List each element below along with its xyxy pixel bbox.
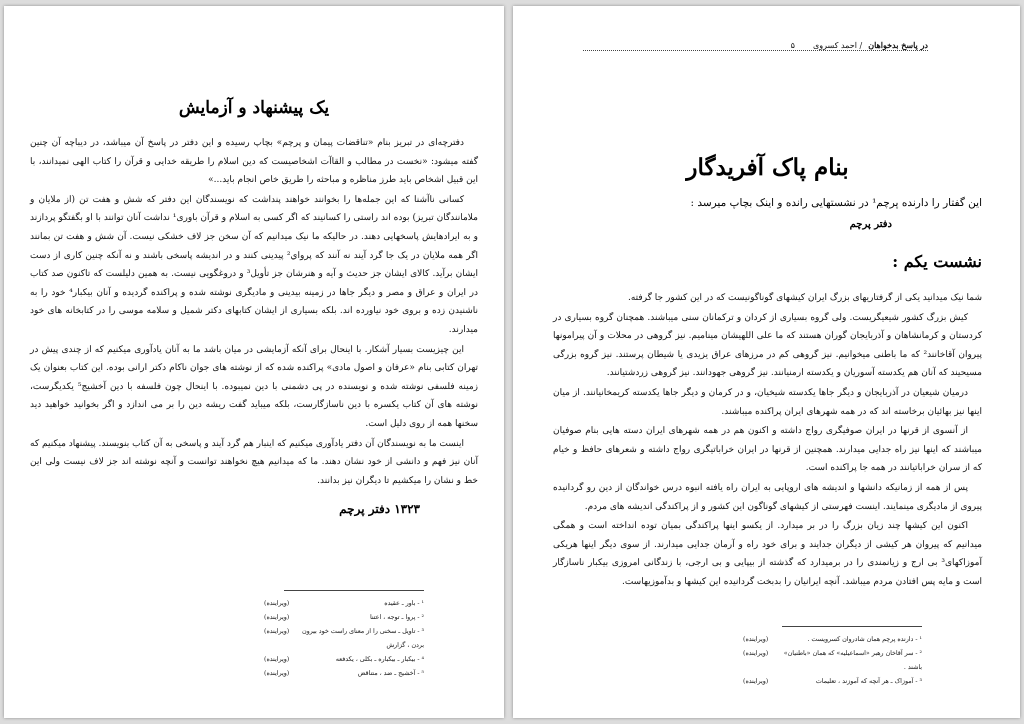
footnote-text: ³ - تاویل ـ سخنی را از معنای راست خود بیرون بردن ، گزارش [302, 628, 424, 649]
footnote [264, 625, 424, 653]
paragraph: اکنون این کیشها چند زیان بزرگ را در بر میدارد. از یکسو اینها پراکندگی بمیان توده انداخته است و همگی میدانیم که پیروان هر کیشی از دیگران جدایند و برای خود راه و آرمان جدایی میدارند. از سوی دیگر اینها هریکی آموزاکهای³ بی ارج و زیانمندی را در برمیدارد که گذشته از بیپایی و بی ارجی، با زندگانی امروزی بیکبار ناسازگار است و مایه پس افتادن مردم میباشد. آنچه ایرانیان را بدبخت گردانیده این کیشها و بدآموزیهاست. [553, 521, 982, 587]
date-signature: ۱۳۲۳ دفتر پرچم [339, 502, 420, 517]
footnote-tag: (ویراینده) [743, 678, 769, 685]
footnote [743, 675, 922, 689]
paragraph: دفترچه‌ای در تبریز بنام «تناقضات پیمان و پرچم» بچاپ رسیده و این دفتر در پاسخ آن میباشد، در دیباچه آن چنین گفته میشود: «نخست در مطالب و القاآت اشخاصیست که دین اسلام را طریقه خدایی و قرآن را کتاب الهی نمیدانند، با این قبیل اشخاص باید طرز مناظره و مباحثه را طریق خاص انجام باید...» [30, 138, 478, 186]
footnote-text: ⁴ - بیکبار ـ بیکباره ـ بکلی ، یکدفعه [335, 656, 424, 663]
footnote [264, 597, 424, 611]
footnote-text: ⁵ - آخشیج ـ ضد ، متناقض [357, 670, 424, 677]
running-header [583, 34, 928, 51]
paragraph: پس از همه از زمانیکه دانشها و اندیشه های اروپایی به ایران راه یافته انبوه درس خواندگان از دین رو گردانیده پیروی از مادیگری مینمایند. اینست فهرستی از کیشهای گوناگون این کشور و از پراکندگی اندیشه های مردم. [553, 482, 982, 512]
header-book-title: در پاسخ بدخواهان [868, 40, 928, 50]
footnote-tag: (ویراینده) [264, 600, 290, 607]
page-number: ۵ [790, 41, 795, 50]
footnote-text: ² - سر آقاخان رهبر «اسماعیلیه» که همان «باطنیان» باشند . [783, 650, 922, 671]
footnote [743, 647, 922, 675]
footnote-tag: (ویراینده) [264, 628, 290, 635]
page-title: بنام پاک آفریدگار [686, 154, 849, 181]
footnote-text: ¹ - باور ـ عقیده [384, 600, 424, 607]
footnote-divider [782, 626, 922, 627]
paragraph: درمیان شیعیان در آذربایجان و دیگر جاها یکدسته شیخیان، و در کرمان و دیگر جاها یکدسته کریمخانیانند. از میان اینها نیز بهائیان برخاسته اند که در همه شهرهای ایران پراکنده میباشند. [553, 387, 982, 417]
document-page-left [4, 6, 504, 718]
footnotes [4, 590, 504, 681]
paragraph: این چیزیست بسیار آشکار. با اینحال برای آنکه آزمایشی در میان باشد ما به آنان یادآوری میکنیم که از چندی پیش در تهران کتابی بنام «عرفان و اصول مادی» پراکنده شده که از نوشته های جوان ناکام دکتر ارانی بوده. این کتاب بعنوان یک زمینه فلسفی نوشته شده و نویسنده در پی دشمنی با دین نمیبوده. با اینحال چون فلسفه با دین آخشیج⁵ یکدیگرست، نوشته های آن کتاب یکسره با دین ناسازگارست، بلکه میباید گفت ریشه دین را بر می اندازد و اگر بخوانید خواهید دید سخنها همه از روی دلیل است. [30, 344, 478, 429]
paragraph: کیش بزرگ کشور شیعیگریست. ولی گروه بسیاری از کردان و ترکمانان سنی میباشند. همچنان گروه بسیاری در کردستان و کرمانشاهان و آذربایجان گوران هستند که ما علی اللهیشان مینامیم. نیز گروهی در محلات و آن پیرامونها پیروان آقاخانند² که ما باطنی میخوانیم. نیز گروهی کم در مرزهای عراق یزیدی یا شیطان پرستند. نیز گروه بزرگی مسیحیند که آنان هم یکدسته آسوریان و یکدسته ارمنیانند. نیز گروهی جهودانند. نیز گروهی زردشتیانند. [553, 312, 982, 379]
footnote-text: ³ - آموزاک ـ هر آنچه که آموزند ، تعلیمات [815, 678, 922, 685]
paragraph: اینست ما به نویسندگان آن دفتر یادآوری میکنیم که اینبار هم گرد آیند و پاسخی به آن کتاب بنویسند. پیشنهاد میکنیم که آنان نیز فهم و دانشی از خود نشان دهند. ما که میدانیم هیچ نخواهند توانست و آنچه نوشته اند جز لاف نیست ولی این خط و نشان را میکشیم تا دیگران نیز بدانند. [30, 438, 478, 486]
footnote [264, 653, 424, 667]
paragraph: شما نیک میدانید یکی از گرفتاریهای بزرگ ایران کیشهای گوناگونیست که در این کشور جا گرفته. [627, 293, 982, 303]
footnote-divider [284, 590, 424, 591]
footnote [264, 611, 424, 625]
paragraph: از آنسوی از قرنها در ایران صوفیگری رواج داشته و اکنون هم در همه شهرهای ایران دسته هایی بنام صوفیان میباشند که اینها نیز راه جدایی میدارند. همچنین از قرنها در ایران خراباتیگری رواج داشته و شعرهای حافظ و خیام که از سران خراباتیانند در همه جا پراکنده است. [553, 426, 982, 474]
signature: دفتر پرچم [849, 219, 892, 230]
section-title: نشست یکم : [892, 252, 982, 271]
paragraph: کسانی ناآشنا که این جمله‌ها را بخوانند خواهند پنداشت که نویسندگان این دفتر که شش و هفت تن (از ملایان و ملامانندگان تبریز) بوده اند راستی را کسانیند که اگر کسی به اسلام و قرآن باوری¹ نداشت آنان توانند با او بگفتگو پردازند و به ایرادهایش پاسخهایی دهند. در حالیکه ما نیک میدانیم که آن سخن جز لاف خشکی نیست. آن شش و هفت تن بمانند اگر همه ملایان در یک جا گرد آیند نه آنند که پرواي² پیدینی کنند و در اندیشه پاسخی باشند و نه آنکه چنین کاری از دست ایشان برآید. کالای ایشان جز حدیث و آیه و هنرشان جز تأویل³ و دروغگویی نیست. به همین دلیلست که تاکنون صد کتاب در ایران و عراق و مصر و دیگر جاها در زمینه بیدینی و مادیگری نوشته شده و پراکنده گردیده و آنان بیکبار⁴ خود را به ناشنیدن زده و بروی خود نیاورده اند. بلکه بسیاری از ایشان کتابهای دکتر شمیل و سلامه موسی را در کتابخانه های خود میدارند. [30, 194, 479, 335]
footnote-tag: (ویراینده) [264, 614, 290, 621]
footnote-tag: (ویراینده) [264, 670, 290, 677]
footnotes [513, 626, 1020, 689]
footnote-tag: (ویراینده) [743, 636, 769, 643]
footnote [743, 633, 922, 647]
header-author: / احمد کسروی [812, 41, 863, 50]
footnote-tag: (ویراینده) [743, 650, 769, 657]
page-title: یک پیشنهاد و آزمایش [178, 98, 330, 118]
footnote [264, 667, 424, 681]
footnote-tag: (ویراینده) [264, 656, 290, 663]
page-subtitle: این گفتار را دارنده پرچم¹ در نشستهایی رانده و اینک بچاپ میرسد : [690, 197, 982, 209]
document-page-right [513, 6, 1020, 718]
footnote-text: ¹ - دارنده پرچم همان شادروان کسرویست . [807, 636, 922, 643]
footnote-text: ² - پروا ـ توجه ، اعتنا [369, 614, 424, 621]
